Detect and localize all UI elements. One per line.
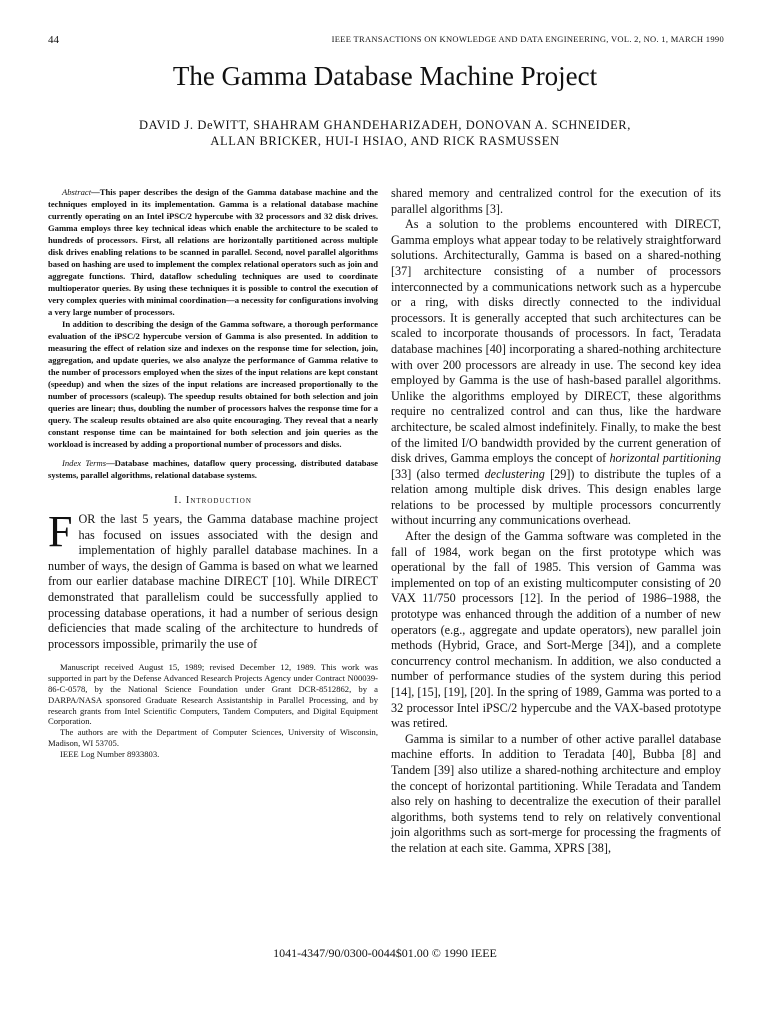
footnotes [48, 662, 378, 759]
intro-text-1: OR the last 5 years, the Gamma database machine project has focused on issues associated with the design and implementation of highly parallel database machines. In a number of ways, the design of Gamma is based on what we learned from our earlier database machine DIRECT [10]. While DIRECT demonstrated that parallelism could be successfully applied to processing database operations, it had a number of serious design deficiencies that made scaling of the architecture to hundreds of processors impossible, primarily the use of [48, 512, 378, 651]
paper-title: The Gamma Database Machine Project [172, 61, 598, 91]
index-terms [48, 457, 378, 481]
term-horizontal-partitioning: horizontal partitioning [609, 451, 721, 466]
term-declustering: declustering [484, 466, 545, 481]
intro-paragraph-1 [48, 507, 378, 652]
body-paragraph-continued: shared memory and centralized control for the execution of its parallel algorithms [3]. [391, 186, 721, 216]
footnote-affiliation: The authors are with the Department of Computer Sciences, University of Wisconsin, Madison, WI 53705. [48, 727, 378, 748]
body-paragraph-2 [391, 217, 721, 529]
abstract-paragraph-1 [48, 186, 378, 318]
running-head: IEEE TRANSACTIONS ON KNOWLEDGE AND DATA ENGINEERING, VOL. 2, NO. 1, MARCH 1990 [331, 34, 724, 44]
footnote-manuscript: Manuscript received August 15, 1989; revised December 12, 1989. This work was supported in part by the Defense Advanced Research Projects Agency under Contract N00039-86-C-0578, by the National Science Foundation under Grant DCR-8512862, by a DARPA/NASA sponsored Graduate Research Assistantship in Parallel Processing, and by research grants from Intel Scientific Computers, Tandem Computers, and Digital Equipment Corporation. [48, 662, 378, 727]
drop-cap: F [48, 507, 73, 556]
index-terms-text: —Database machines, dataflow query processing, distributed database systems, parallel algorithms, relational database systems. [48, 458, 378, 480]
body-text-2b: [33] (also termed [391, 466, 485, 481]
body-text-2c: [29]) to distribute the tuples of a relation among multiple disk drives. This design enables large relations to be processed by multiple processors concurrently without incurring any communications overhead. [391, 466, 721, 528]
left-column [48, 186, 378, 760]
section-number: I. [174, 495, 183, 506]
page-number: 44 [48, 34, 59, 46]
authors-line-1: DAVID J. DeWITT, SHAHRAM GHANDEHARIZADEH, DONOVAN A. SCHNEIDER, [139, 118, 631, 132]
index-terms-label: Index Terms [62, 458, 107, 468]
abstract-paragraph-2: In addition to describing the design of the Gamma software, a thorough performance evaluation of the iPSC/2 hypercube version of Gamma is also presented. In addition to measuring the effect of relation size and indexes on the response time for selection, join, aggregation, and update queries, we also analyze the performance of Gamma relative to the number of processors employed when the sizes of the input relations are kept constant (speedup) and when the sizes of the input relations are increased proportionally to the number of processors (scaleup). The speedup results obtained for both selection and join queries are linear; thus, doubling the number of processors halves the response time for a query. The scaleup results obtained are also quite encouraging. They reveal that a nearly constant response time can be maintained for both selection and join queries as the workload is increased by adding a proportional number of processors and disks. [48, 319, 378, 449]
section-heading [48, 495, 378, 506]
copyright-line: 1041-4347/90/0300-0044$01.00 © 1990 IEEE [273, 946, 497, 960]
right-column [391, 186, 721, 857]
body-text-2a: As a solution to the problems encountered with DIRECT, Gamma employs what appear today to be relatively straightforward solutions. Architecturally, Gamma is based on a shared-nothing [37] architecture consisting of a number of processors interconnected by a communications network such as a hypercube or a ring, with disks directly connected to the individual processors. It is generally accepted that such architectures can be scaled to incorporate thousands of processors. In fact, Teradata database machines [40] incorporating a shared-nothing architecture with over 200 processors are already in use. The second key idea employed by Gamma is the use of hash-based parallel algorithms. Unlike the algorithms employed by DIRECT, these algorithms require no centralized control and can thus, like the hardware architecture, be scaled almost indefinitely. Finally, to make the best of the limited I/O bandwidth provided by the current generation of disk drives, Gamma employs the concept of [391, 217, 721, 466]
body-paragraph-4: Gamma is similar to a number of other active parallel database machine efforts. In addition to Teradata [40], Bubba [8] and Tandem [39] also utilize a shared-nothing architecture and employ the concept of horizontal partitioning. While Teradata and Tandem also rely on hashing to decentralize the execution of their parallel algorithms, both systems tend to rely on relatively conventional join algorithms such as sort-merge for processing the fragments of the relation at each site. Gamma, XPRS [38], [391, 731, 721, 855]
authors-line-2: ALLAN BRICKER, HUI-I HSIAO, AND RICK RASMUSSEN [210, 134, 560, 148]
body-paragraph-3: After the design of the Gamma software was completed in the fall of 1984, work began on the first prototype which was operational by the fall of 1985. This version of Gamma was implemented on top of an existing multicomputer consisting of 20 VAX 11/750 processors [12]. In the period of 1986–1988, the prototype was enhanced through the addition of a number of new operators (e.g., aggregate and update operators), new parallel join methods (Hybrid, Grace, and Sort-Merge [34]), and a complete concurrency control mechanism. In addition, we also conducted a number of performance studies of the system during this period [14], [15], [19], [20]. In the spring of 1989, Gamma was ported to a 32 processor Intel iPSC/2 hypercube and the VAX-based prototype was retired. [391, 529, 721, 731]
abstract-text-1: —This paper describes the design of the Gamma database machine and the techniques employed in its implementation. Gamma is a relational database machine currently operating on an Intel iPSC/2 hypercube with 32 processors and 32 disk drives. Gamma employs three key technical ideas which enable the architecture to be scaled to hundreds of processors. First, all relations are horizontally partitioned across multiple disk drives enabling relations to be scanned in parallel. Second, novel parallel algorithms based on hashing are used to implement the complex relational operators such as join and aggregate functions. Third, dataflow scheduling techniques are used to coordinate multioperator queries. By using these techniques it is possible to control the execution of very complex queries with minimal coordination—a necessity for configurations involving a very large number of processors. [48, 187, 378, 317]
section-title: Introduction [185, 495, 252, 506]
footnote-log-number: IEEE Log Number 8933803. [60, 748, 160, 759]
abstract-label: Abstract [62, 187, 92, 197]
